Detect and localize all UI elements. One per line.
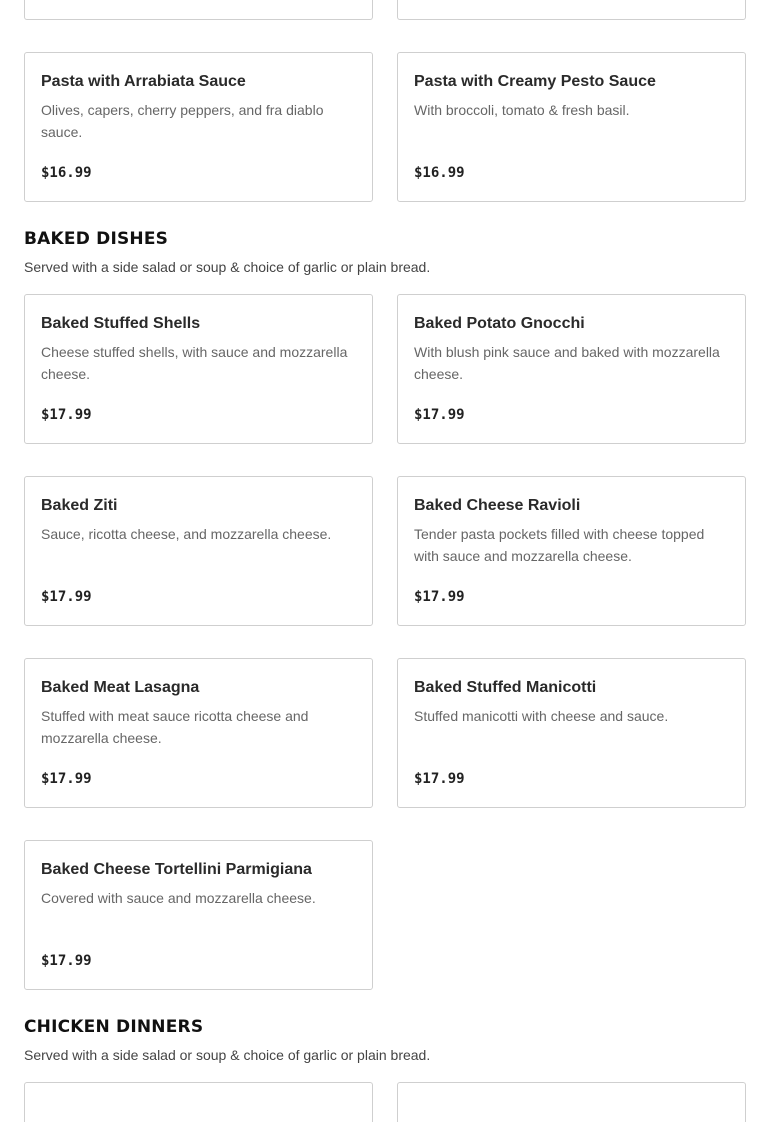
item-description: Covered with sauce and mozzarella cheese.: [41, 890, 316, 906]
baked-dishes-section: [24, 228, 746, 990]
item-name: Baked Ziti: [41, 497, 118, 514]
item-description: With blush pink sauce and baked with mozzarella cheese.: [414, 344, 720, 382]
item-name: Baked Meat Lasagna: [41, 679, 200, 696]
item-price: $16.99: [414, 165, 465, 181]
item-description: Cheese stuffed shells, with sauce and mozzarella cheese.: [41, 344, 348, 382]
menu-item-card[interactable]: [397, 52, 746, 202]
item-name: Pasta with Creamy Pesto Sauce: [414, 73, 656, 90]
item-price: $17.99: [41, 953, 92, 969]
menu-grid: [24, 294, 746, 990]
menu-item-card[interactable]: [24, 658, 373, 808]
item-price: $17.99: [414, 407, 465, 423]
item-name: Baked Stuffed Shells: [41, 315, 201, 332]
pasta-row: [24, 52, 746, 202]
section-subtitle: Served with a side salad or soup & choice of garlic or plain bread.: [24, 1047, 431, 1063]
menu-page: [24, 0, 746, 1122]
menu-item-card[interactable]: [24, 840, 373, 990]
menu-item-card[interactable]: [24, 52, 373, 202]
item-price: $17.99: [41, 407, 92, 423]
menu-item-card[interactable]: [397, 476, 746, 626]
menu-item-card[interactable]: [24, 1082, 373, 1122]
menu-item-card[interactable]: [397, 0, 746, 20]
item-name: Baked Cheese Tortellini Parmigiana: [41, 861, 312, 878]
empty-cell: [397, 840, 746, 990]
item-description: Sauce, ricotta cheese, and mozzarella cheese.: [41, 526, 332, 542]
item-price: $17.99: [414, 771, 465, 787]
item-description: Olives, capers, cherry peppers, and fra diablo sauce.: [41, 102, 324, 140]
item-description: Stuffed with meat sauce ricotta cheese and mozzarella cheese.: [41, 708, 309, 746]
item-description: Stuffed manicotti with cheese and sauce.: [414, 708, 669, 724]
item-description: With broccoli, tomato & fresh basil.: [414, 102, 630, 118]
item-price: $17.99: [41, 771, 92, 787]
item-name: Baked Potato Gnocchi: [414, 315, 585, 332]
previous-row: [24, 0, 746, 20]
chicken-dinners-section: [24, 1016, 746, 1122]
menu-item-card[interactable]: [24, 0, 373, 20]
menu-item-card[interactable]: [24, 294, 373, 444]
item-price: $17.99: [41, 589, 92, 605]
item-name: Pasta with Arrabiata Sauce: [41, 73, 246, 90]
item-name: Baked Stuffed Manicotti: [414, 679, 597, 696]
item-price: $17.99: [414, 589, 465, 605]
menu-item-card[interactable]: [397, 658, 746, 808]
section-title: BAKED DISHES: [24, 229, 169, 249]
menu-item-card[interactable]: [24, 476, 373, 626]
section-title: CHICKEN DINNERS: [24, 1017, 204, 1037]
item-price: $16.99: [41, 165, 92, 181]
menu-item-card[interactable]: [397, 1082, 746, 1122]
item-description: Tender pasta pockets filled with cheese topped with sauce and mozzarella cheese.: [414, 526, 705, 564]
section-subtitle: Served with a side salad or soup & choice of garlic or plain bread.: [24, 259, 431, 275]
menu-grid: [24, 1082, 746, 1122]
item-name: Baked Cheese Ravioli: [414, 497, 581, 514]
menu-item-card[interactable]: [397, 294, 746, 444]
